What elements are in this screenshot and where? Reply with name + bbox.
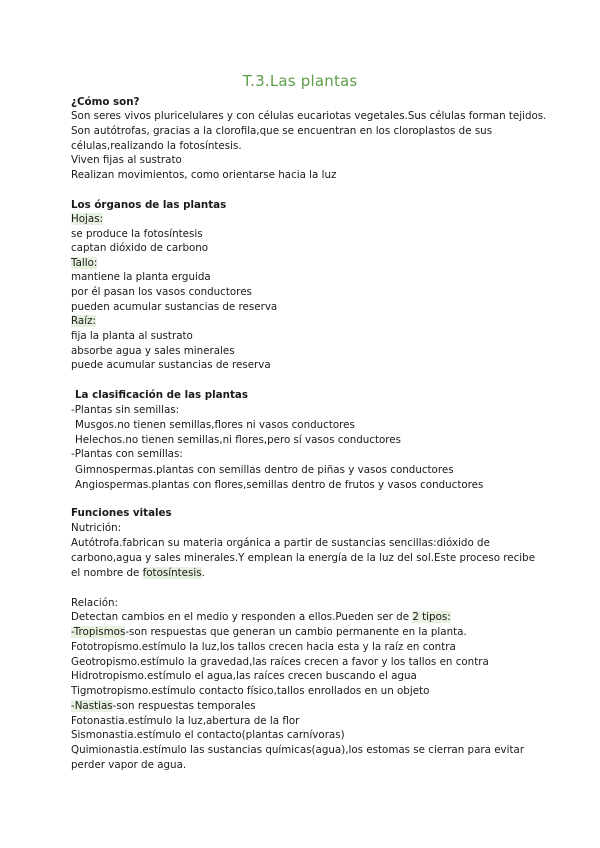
text-line [71,610,451,624]
text-line: Son autótrofas, gracias a la clorofila,que se encuentran en los cloroplastos de sus [71,125,493,137]
text-line: absorbe agua y sales minerales [71,345,235,357]
text-line: por él pasan los vasos conductores [71,286,252,298]
organ-label-hojas [71,212,103,226]
text-line: carbono,agua y sales minerales.Y emplean la energía de la luz del sol.Este proceso recibe [71,552,536,564]
text-line: Helechos.no tienen semillas,ni flores,pero sí vasos conductores [75,434,401,446]
section-heading-organos: Los órganos de las plantas [71,199,227,211]
text-line: captan dióxido de carbono [71,242,209,254]
text-line: Fototropismo.estímulo la luz,los tallos crecen hacia esta y la raíz en contra [71,641,456,653]
text-line: Tigmotropismo.estímulo contacto físico,tallos enrollados en un objeto [71,685,430,697]
section-heading-como-son: ¿Cómo son? [71,96,140,108]
highlight-hojas: Hojas: [71,213,104,225]
text-line: Viven fijas al sustrato [71,154,182,166]
text-line: perder vapor de agua. [71,759,187,771]
text-line: Hidrotropismo.estímulo el agua,las raíces crecen buscando el agua [71,670,417,682]
relacion-label: Relación: [71,597,119,609]
text-line: -Plantas con semillas: [71,448,183,460]
section-heading-funciones: Funciones vitales [71,507,172,519]
text-line [71,566,205,580]
highlight-fotosintesis: fotosíntesis [142,567,202,579]
text-fragment: el nombre de [71,567,143,579]
highlight-raiz: Raíz: [71,315,96,327]
text-line: fija la planta al sustrato [71,330,193,342]
highlight-nastias: -Nastias [71,700,113,712]
text-line: Quimionastia.estímulo las sustancias químicas(agua),los estomas se cierran para evitar [71,744,525,756]
organ-label-tallo [71,256,97,270]
highlight-tropismos: -Tropismos [71,626,126,638]
text-fragment: . [201,567,205,579]
text-fragment: Detectan cambios en el medio y responden a ellos.Pueden ser de [71,611,413,623]
text-line: -Plantas sin semillas: [71,404,180,416]
text-line: Son seres vivos pluricelulares y con células eucariotas vegetales.Sus células forman tejidos. [71,110,547,122]
text-line: Geotropismo.estímulo la gravedad,las raíces crecen a favor y los tallos en contra [71,656,489,668]
text-line: pueden acumular sustancias de reserva [71,301,278,313]
organ-label-raiz [71,314,96,328]
text-line [71,625,467,639]
section-heading-clasificacion: La clasificación de las plantas [75,389,248,401]
text-line: Realizan movimientos, como orientarse hacia la luz [71,169,337,181]
highlight-2-tipos: 2 tipos: [412,611,451,623]
text-line: Musgos.no tienen semillas,flores ni vasos conductores [75,419,355,431]
text-line: Autótrofa.fabrican su materia orgánica a partir de sustancias sencillas:dióxido de [71,537,490,549]
text-line: Gimnospermas.plantas con semillas dentro de piñas y vasos conductores [75,464,454,476]
highlight-tallo: Tallo: [71,257,98,269]
text-line: células,realizando la fotosíntesis. [71,140,242,152]
text-line: se produce la fotosíntesis [71,228,203,240]
text-line: mantiene la planta erguida [71,271,211,283]
text-line: puede acumular sustancias de reserva [71,359,271,371]
text-fragment: -son respuestas temporales [112,700,256,712]
text-line: Sismonastia.estímulo el contacto(plantas carnívoras) [71,729,345,741]
page-title: T.3.Las plantas [242,72,358,90]
text-line: Fotonastia.estímulo la luz,abertura de la flor [71,715,300,727]
text-line [71,699,256,713]
text-fragment: -son respuestas que generan un cambio permanente en la planta. [125,626,467,638]
nutricion-label: Nutrición: [71,522,122,534]
text-line: Angiospermas.plantas con flores,semillas dentro de frutos y vasos conductores [75,479,484,491]
